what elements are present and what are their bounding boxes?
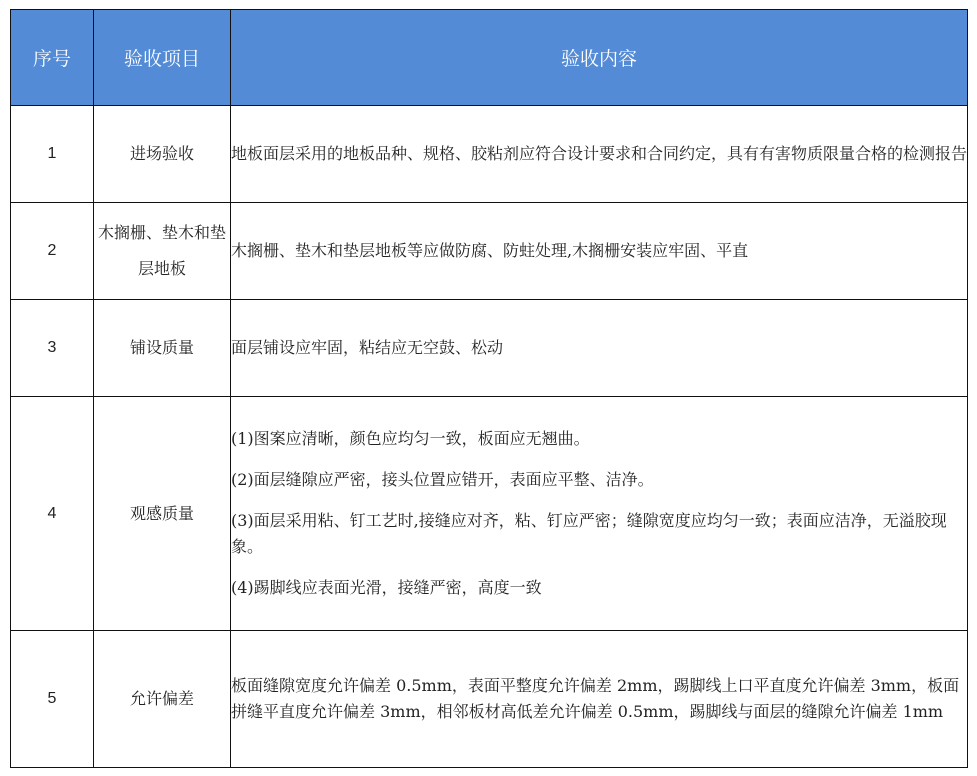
content-item: (2)面层缝隙应严密，接头位置应错开，表面应平整、洁净。	[231, 470, 654, 489]
row-content: 木搁栅、垫木和垫层地板等应做防腐、防蛀处理,木搁栅安装应牢固、平直	[231, 203, 968, 300]
content-item: (3)面层采用粘、钉工艺时,接缝应对齐，粘、钉应严密；缝隙宽度应均匀一致；表面应洁净，无溢胶现象。	[231, 511, 947, 556]
row-number: 3	[11, 300, 94, 397]
row-number: 4	[11, 397, 94, 631]
row-number: 1	[11, 106, 94, 203]
header-no: 序号	[11, 10, 94, 106]
row-number: 5	[11, 631, 94, 768]
row-content: 板面缝隙宽度允许偏差 0.5mm，表面平整度允许偏差 2mm，踢脚线上口平直度允许偏差 3mm，板面拼缝平直度允许偏差 3mm，相邻板材高低差允许偏差 0.5mm，踢脚线与面层的缝隙允许偏差 1mm	[231, 631, 968, 768]
table-row	[11, 106, 968, 203]
row-item: 允许偏差	[94, 631, 231, 768]
table-row	[11, 631, 968, 768]
table-header-row	[11, 10, 968, 106]
header-item: 验收项目	[94, 10, 231, 106]
header-content: 验收内容	[231, 10, 968, 106]
acceptance-table	[10, 9, 968, 768]
table-row	[11, 397, 968, 631]
table-row	[11, 203, 968, 300]
row-content: 面层铺设应牢固，粘结应无空鼓、松动	[231, 300, 968, 397]
row-content: 地板面层采用的地板品种、规格、胶粘剂应符合设计要求和合同约定，具有有害物质限量合格的检测报告	[231, 106, 968, 203]
row-item: 木搁栅、垫木和垫层地板	[94, 203, 231, 300]
table-row	[11, 300, 968, 397]
row-item: 观感质量	[94, 397, 231, 631]
content-item: (1)图案应清晰，颜色应均匀一致，板面应无翘曲。	[231, 429, 590, 448]
content-item: (4)踢脚线应表面光滑，接缝严密，高度一致	[231, 578, 542, 597]
row-content	[231, 397, 968, 631]
row-number: 2	[11, 203, 94, 300]
row-item: 铺设质量	[94, 300, 231, 397]
row-item: 进场验收	[94, 106, 231, 203]
